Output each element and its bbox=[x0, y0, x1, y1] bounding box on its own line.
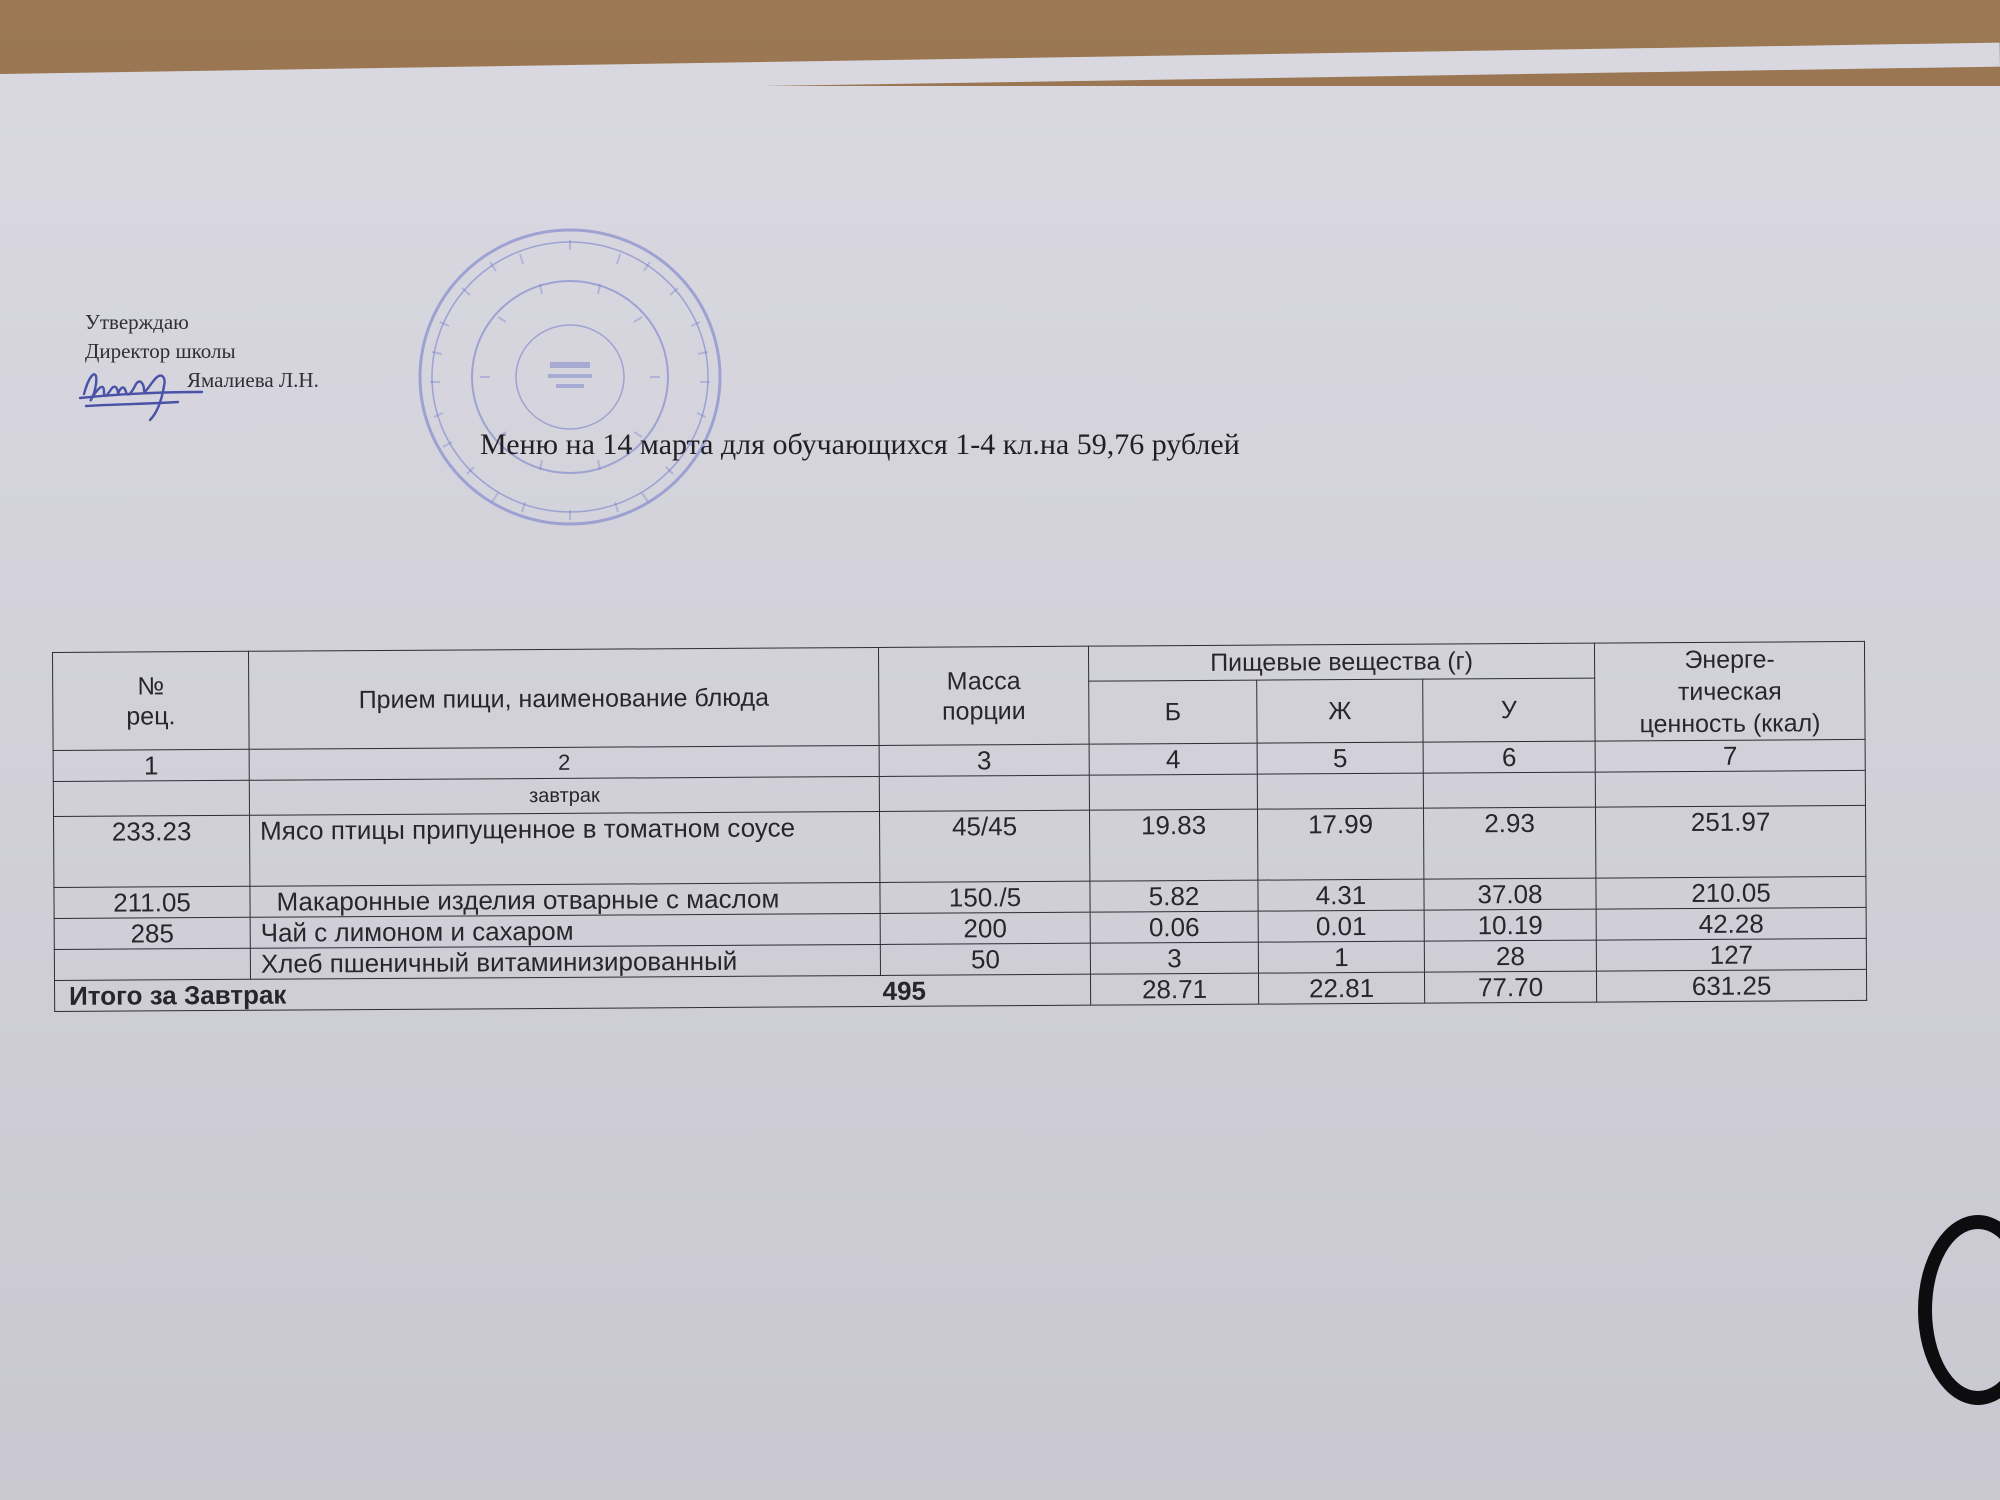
dish-mass: 200 bbox=[880, 912, 1090, 944]
carbs-value: 28 bbox=[1424, 940, 1596, 972]
dish-name: Хлеб пшеничный витаминизированный bbox=[250, 944, 880, 979]
column-number: 5 bbox=[1257, 742, 1423, 774]
menu-table bbox=[52, 641, 1867, 1012]
fat-value: 1 bbox=[1258, 941, 1424, 973]
energy-value: 251.97 bbox=[1596, 805, 1866, 878]
col-header-protein: Б bbox=[1089, 680, 1257, 744]
director-signature bbox=[78, 354, 208, 424]
fat-value: 0.01 bbox=[1258, 910, 1424, 942]
col-header-energy: Энерге- тическая ценность (ккал) bbox=[1595, 641, 1866, 741]
total-mass: 495 bbox=[880, 974, 1090, 1006]
fat-value: 17.99 bbox=[1257, 808, 1423, 880]
fat-value: 4.31 bbox=[1258, 879, 1424, 911]
dish-name: Чай с лимоном и сахаром bbox=[250, 913, 880, 948]
carbs-value: 10.19 bbox=[1424, 909, 1596, 941]
column-number: 2 bbox=[249, 745, 879, 780]
column-number: 3 bbox=[879, 744, 1089, 776]
director-name: Ямалиева Л.Н. bbox=[187, 368, 319, 392]
protein-value: 19.83 bbox=[1089, 809, 1257, 881]
carbs-value: 37.08 bbox=[1424, 878, 1596, 910]
dish-name: Мясо птицы припущенное в томатном соусе bbox=[250, 811, 880, 886]
dish-name: Макаронные изделия отварные с маслом bbox=[250, 882, 880, 917]
protein-value: 0.06 bbox=[1090, 911, 1258, 943]
col-header-mass: Масса порции bbox=[878, 646, 1089, 745]
col-header-recipe-number: № рец. bbox=[53, 651, 250, 750]
total-energy: 631.25 bbox=[1597, 969, 1867, 1002]
section-label: завтрак bbox=[249, 776, 879, 815]
protein-value: 5.82 bbox=[1090, 880, 1258, 912]
column-number: 6 bbox=[1423, 741, 1595, 773]
recipe-number bbox=[54, 948, 250, 980]
director-position: Директор школы bbox=[85, 339, 236, 363]
col-header-dish-name: Прием пищи, наименование блюда bbox=[248, 647, 879, 749]
protein-value: 3 bbox=[1090, 942, 1258, 974]
column-number: 7 bbox=[1595, 739, 1865, 772]
col-header-fat: Ж bbox=[1257, 679, 1423, 743]
column-number: 1 bbox=[53, 749, 249, 781]
total-label: Итого за Завтрак bbox=[55, 975, 881, 1011]
table-row bbox=[54, 805, 1866, 887]
dish-mass: 50 bbox=[880, 943, 1090, 975]
col-header-nutrients: Пищевые вещества (г) bbox=[1088, 643, 1594, 681]
document-title: Меню на 14 марта для обучающихся 1-4 кл.на 59,76 рублей bbox=[480, 428, 1240, 461]
approval-title: Утверждаю bbox=[85, 310, 189, 334]
dish-mass: 45/45 bbox=[879, 810, 1089, 882]
total-fat: 22.81 bbox=[1258, 972, 1424, 1004]
total-protein: 28.71 bbox=[1090, 973, 1258, 1005]
recipe-number: 211.05 bbox=[54, 886, 250, 918]
menu-table-container bbox=[52, 641, 1866, 1012]
energy-value: 127 bbox=[1596, 938, 1866, 971]
col-header-carbs: У bbox=[1423, 678, 1595, 742]
column-number: 4 bbox=[1089, 743, 1257, 775]
recipe-number: 285 bbox=[54, 917, 250, 949]
dish-mass: 150./5 bbox=[880, 881, 1090, 913]
total-carbs: 77.70 bbox=[1424, 971, 1596, 1003]
official-stamp bbox=[410, 222, 730, 532]
energy-value: 42.28 bbox=[1596, 907, 1866, 940]
recipe-number: 233.23 bbox=[54, 815, 250, 887]
energy-value: 210.05 bbox=[1596, 876, 1866, 909]
carbs-value: 2.93 bbox=[1423, 807, 1595, 879]
